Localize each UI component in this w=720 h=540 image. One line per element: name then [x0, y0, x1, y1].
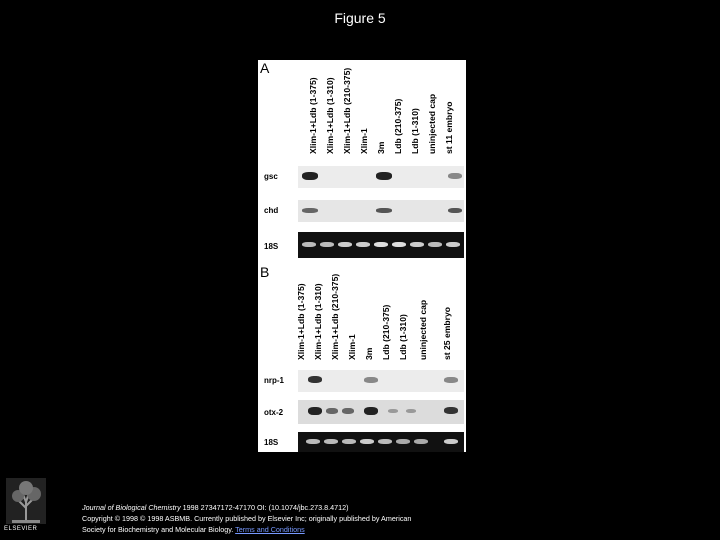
row-label-gsc: gsc: [264, 172, 278, 181]
panel-b-lane-labels: [296, 272, 464, 370]
lane-label: Xlim-1: [347, 334, 357, 360]
lane-label: uninjected cap: [418, 299, 428, 360]
figure-title: Figure 5: [334, 10, 386, 26]
lane-label: st 25 embryo: [442, 306, 452, 360]
blot-18s-a: [298, 232, 464, 258]
lane-label: st 11 embryo: [444, 101, 454, 154]
lane-label: 3m: [376, 141, 386, 154]
blot-chd: [298, 200, 464, 222]
row-label-18s-a: 18S: [264, 242, 279, 251]
figure-image: [258, 60, 466, 452]
panel-a-lane-labels: [302, 66, 464, 164]
lane-label: Ldb (210-375): [393, 98, 403, 154]
row-label-otx2: otx-2: [264, 408, 284, 417]
blot-nrp1: [298, 370, 464, 392]
society-line: Society for Biochemistry and Molecular Biology.: [82, 525, 234, 534]
lane-label: Xlim-1+Ldb (1-375): [296, 283, 306, 360]
lane-label: Xlim-1+Ldb (210-375): [342, 67, 352, 154]
row-label-chd: chd: [264, 206, 279, 215]
lane-label: Ldb (1-310): [410, 108, 420, 154]
lane-label: Xlim-1: [359, 128, 369, 154]
lane-label: Ldb (210-375): [381, 304, 391, 360]
elsevier-tree-icon: [6, 478, 46, 532]
panel-b-letter: B: [260, 264, 270, 280]
blot-18s-b: [298, 432, 464, 452]
citation-footer: [82, 502, 522, 535]
lane-label: Xlim-1+Ldb (1-310): [325, 77, 335, 154]
journal-name: Journal of Biological Chemistry: [82, 503, 181, 512]
panel-a-letter: A: [260, 60, 270, 76]
terms-link[interactable]: Terms and Conditions: [235, 525, 305, 534]
lane-label: 3m: [364, 347, 374, 360]
citation-line1: 1998 27347172-47170 OI: (10.1074/jbc.273.8.4712): [180, 503, 349, 512]
lane-label: Xlim-1+Ldb (210-375): [330, 273, 340, 360]
row-label-18s-b: 18S: [264, 438, 279, 447]
blot-gsc: [298, 166, 464, 188]
elsevier-logo-text: ELSEVIER: [4, 526, 38, 532]
lane-label: uninjected cap: [427, 93, 437, 154]
lane-label: Xlim-1+Ldb (1-310): [313, 283, 323, 360]
row-label-nrp1: nrp-1: [264, 376, 284, 385]
lane-label: Ldb (1-310): [398, 314, 408, 360]
copyright-line: Copyright © 1998 © 1998 ASBMB. Currently published by Elsevier Inc; originally published by American: [82, 514, 412, 523]
lane-label: Xlim-1+Ldb (1-375): [308, 77, 318, 154]
blot-otx2: [298, 400, 464, 424]
